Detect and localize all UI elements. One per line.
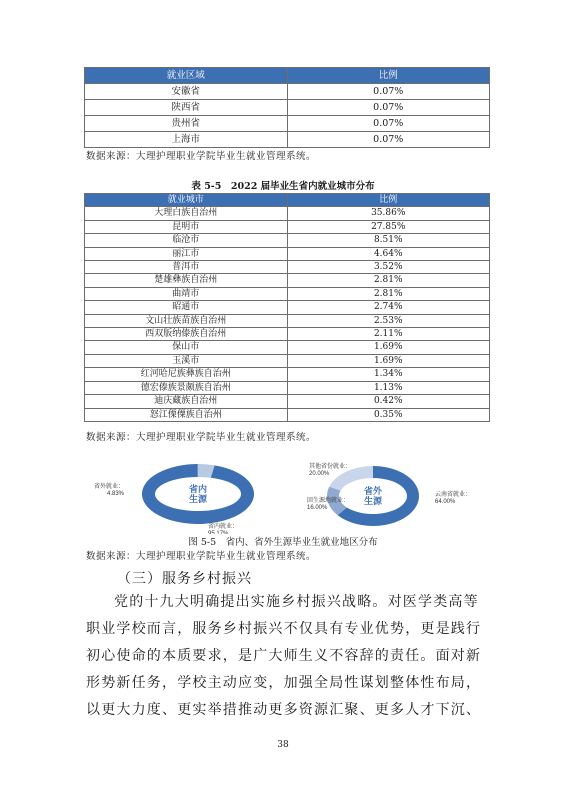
paragraph-line: 初心使命的本质要求，是广大师生义不容辞的责任。面对新 <box>86 648 482 664</box>
cell-region: 贵州省 <box>85 116 288 132</box>
cell-ratio: 0.07% <box>287 84 490 100</box>
page-number: 38 <box>277 740 289 750</box>
cell-ratio: 1.13% <box>287 381 490 394</box>
table-row <box>85 234 490 247</box>
cell-ratio: 8.51% <box>287 234 490 247</box>
table-row <box>85 368 490 381</box>
table-row <box>85 328 490 341</box>
slice-label: 回生源地就业： <box>307 498 350 504</box>
donut-center-label: 生源 <box>363 496 383 506</box>
table-row <box>85 116 490 132</box>
body-paragraph <box>86 589 496 724</box>
cell-city: 昭通市 <box>85 301 288 314</box>
table-regions <box>84 67 490 148</box>
cell-ratio: 4.64% <box>287 247 490 260</box>
table-row <box>85 341 490 354</box>
cell-city: 红河哈尼族彝族自治州 <box>85 368 288 381</box>
section-heading: （三）服务乡村振兴 <box>117 571 252 587</box>
cell-ratio: 3.52% <box>287 261 490 274</box>
paragraph-line: 形势新任务，学校主动应变，加强全局性谋划整体性布局， <box>86 675 482 691</box>
table-row <box>85 395 490 408</box>
table-header-row <box>85 68 490 84</box>
cell-ratio: 2.74% <box>287 301 490 314</box>
cell-ratio: 0.07% <box>287 116 490 132</box>
table-row <box>85 261 490 274</box>
paragraph-line: 党的十九大明确提出实施乡村振兴战略。对医学类高等 <box>114 594 479 610</box>
slice-value-label: 20.00% <box>309 471 330 477</box>
table-row <box>85 84 490 100</box>
paragraph-line: 以更大力度、更实举措推动更多资源汇聚、更多人才下沉、 <box>86 702 482 718</box>
cell-city: 楚雄彝族自治州 <box>85 274 288 287</box>
cell-city: 大理白族自治州 <box>85 207 288 220</box>
cell-city: 普洱市 <box>85 261 288 274</box>
column-header-city: 就业城市 <box>85 194 288 207</box>
cell-ratio: 35.86% <box>287 207 490 220</box>
slice-value-label: 16.00% <box>307 505 328 511</box>
cell-ratio: 2.81% <box>287 287 490 300</box>
source-note: 数据来源：大理护理职业学院毕业生就业管理系统。 <box>86 151 317 162</box>
cell-ratio: 1.69% <box>287 354 490 367</box>
cell-city: 保山市 <box>85 341 288 354</box>
table-row <box>85 100 490 116</box>
slice-label: 其他省份就业： <box>309 464 352 470</box>
slice-label: 省外就业： <box>93 484 124 490</box>
donut-center-label: 省外 <box>363 486 383 496</box>
table-row <box>85 274 490 287</box>
donut-chart-in-province <box>90 458 280 534</box>
cell-ratio: 0.07% <box>287 100 490 116</box>
cell-city: 怒江傈僳族自治州 <box>85 408 288 421</box>
table-header-row <box>85 194 490 207</box>
slice-value-label: 95.17% <box>208 531 229 534</box>
slice-label: 省内就业： <box>208 524 239 530</box>
cell-region: 上海市 <box>85 132 288 148</box>
cell-ratio: 2.53% <box>287 314 490 327</box>
cell-city: 丽江市 <box>85 247 288 260</box>
cell-city: 昆明市 <box>85 220 288 233</box>
cell-city: 曲靖市 <box>85 287 288 300</box>
cell-city: 文山壮族苗族自治州 <box>85 314 288 327</box>
table-caption: 表 5-5 2022 届毕业生省内就业城市分布 <box>191 181 375 192</box>
table-row <box>85 314 490 327</box>
table-row <box>85 132 490 148</box>
table-row <box>85 247 490 260</box>
cell-ratio: 2.81% <box>287 274 490 287</box>
cell-region: 陕西省 <box>85 100 288 116</box>
cell-city: 西双版纳傣族自治州 <box>85 328 288 341</box>
slice-value-label: 64.00% <box>435 499 456 505</box>
table-cities <box>84 193 490 422</box>
column-header-ratio: 比例 <box>287 194 490 207</box>
table-row <box>85 354 490 367</box>
cell-ratio: 0.07% <box>287 132 490 148</box>
cell-ratio: 2.11% <box>287 328 490 341</box>
cell-ratio: 1.34% <box>287 368 490 381</box>
cell-city: 德宏傣族景颇族自治州 <box>85 381 288 394</box>
column-header-region: 就业区域 <box>85 68 288 84</box>
column-header-ratio: 比例 <box>287 68 490 84</box>
cell-ratio: 1.69% <box>287 341 490 354</box>
source-note: 数据来源：大理护理职业学院毕业生就业管理系统。 <box>86 432 317 443</box>
donut-center-label: 生源 <box>188 494 208 504</box>
slice-value-label: 4.83% <box>106 491 124 497</box>
table-row <box>85 381 490 394</box>
donut-chart-out-province <box>285 456 475 536</box>
paragraph-line: 职业学校而言，服务乡村振兴不仅具有专业优势，更是践行 <box>86 621 482 637</box>
table-row <box>85 220 490 233</box>
cell-ratio: 0.42% <box>287 395 490 408</box>
cell-ratio: 0.35% <box>287 408 490 421</box>
cell-region: 安徽省 <box>85 84 288 100</box>
figure-caption: 图 5-5 省内、省外生源毕业生就业地区分布 <box>188 537 378 548</box>
table-row <box>85 408 490 421</box>
cell-city: 迪庆藏族自治州 <box>85 395 288 408</box>
table-row <box>85 207 490 220</box>
donut-center-label: 省内 <box>188 484 208 494</box>
slice-label: 云南省就业： <box>435 492 472 498</box>
table-row <box>85 301 490 314</box>
cell-city: 临沧市 <box>85 234 288 247</box>
source-note: 数据来源：大理护理职业学院毕业生就业管理系统。 <box>86 551 317 562</box>
cell-ratio: 27.85% <box>287 220 490 233</box>
table-row <box>85 287 490 300</box>
cell-city: 玉溪市 <box>85 354 288 367</box>
